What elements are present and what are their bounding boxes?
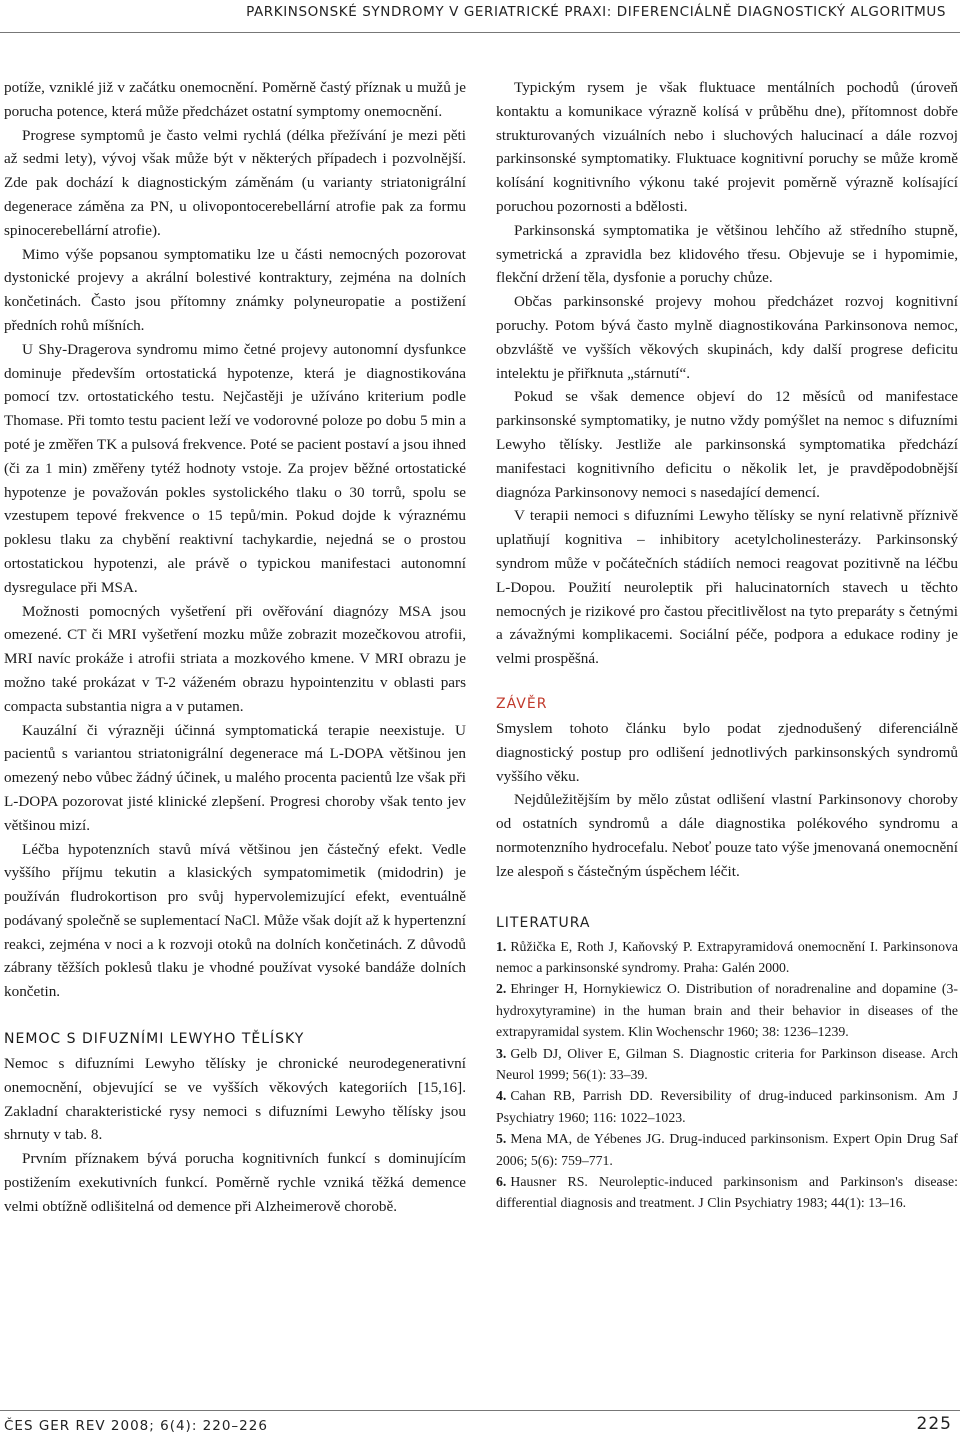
reference-item — [496, 936, 958, 979]
paragraph: U Shy-Dragerova syndromu mimo četné projevy autonomní dysfunkce dominuje především ortostatická hypotenze, která je diagnostikována pomocí tzv. ortostatického testu. Nejčastěji je užíváno kriterium podle Thomase. Při tomto testu pacient leží ve vodorovné poloze po dobu 5 min a poté je změřen TK a pulsová frekvence. Poté se pacient postaví a jsou ihned (či za 1 min) změřeny tytéž hodnoty vstoje. Za projev běžné ortostatické hypotenze je považován pokles systolického tlaku o 30 torrů, spolu se vzestupem tepové frekvence o 15 tepů/min. Pokud dojde k výraznému poklesu tlaku za chybění reaktivní tachykardie, nejedná se o prostou ortostatickou hypotenzi, ale právě o typickou manifestaci autonomní dysregulace při MSA. — [4, 340, 466, 596]
reference-text: Hausner RS. Neuroleptic-induced parkinsonism and Parkinson's disease: differential diagnosis and treatment. J Clin Psychiatry 1983; 44(1): 13–16. — [496, 1173, 958, 1211]
reference-number: 3. — [496, 1045, 507, 1061]
reference-text: Cahan RB, Parrish DD. Reversibility of drug-induced parkinsonism. Am J Psychiatry 1960; 116: 1022–1023. — [496, 1088, 958, 1125]
reference-number: 5. — [496, 1131, 507, 1147]
paragraph: Mimo výše popsanou symptomatiku lze u části nemocných pozorovat dystonické projevy a akrální bolestivé kontraktury, zejména na dolních končetinách. Často jsou přítomny známky polyneuropatie a postižení předních rohů míšních. — [4, 245, 466, 334]
paragraph: Kauzální či výrazněji účinná symptomatická terapie neexistuje. U pacientů s variantou striatonigrální degenerace má L-DOPA většinou jen omezený nebo vůbec žádný účinek, u malého procenta pacientů lze však při L-DOPA pozorovat jisté klinické zlepšení. Progresi choroby však tento jev většinou mizí. — [4, 721, 466, 834]
reference-item — [496, 1128, 958, 1171]
reference-item — [496, 1171, 958, 1214]
paragraph: Občas parkinsonské projevy mohou předcházet rozvoj kognitivní poruchy. Potom bývá často mylně diagnostikována Parkinsonova nemoc, obzvláště ve vyšších věkových skupinách, kdy další progrese deficitu intelektu je přiřknuta „stárnutí“. — [496, 293, 958, 382]
section-heading-conclusion: ZÁVĚR — [496, 695, 548, 712]
right-column — [496, 76, 958, 1214]
paragraph: Progrese symptomů je často velmi rychlá (délka přežívání je mezi pěti až sedmi lety), vývoj však může být v některých případech i pozvolnější. Zde pak dochází k diagnostickým záměnám (u varianty striatonigrální degenerace záměna za PN, u olivopontocerebellární atrofie pak za formu spinocerebellární atrofie). — [4, 126, 466, 239]
paragraph: Léčba hypotenzních stavů mívá většinou jen částečný efekt. Vedle vyššího příjmu tekutin a klasických sympatomimetik (midodrin) je používán fludrokortison pro svůj hypervolemizující efekt, eventuálně podávaný společně se suplementací NaCl. Může však dojít až k hypertenzní reakci, zejména v noci a k rozvoji otoků na dolních končetinách. Z důvodů zábrany těžších poklesů tlaku je vhodné používat vysoké bandáže dolních končetin. — [4, 840, 466, 1001]
paragraph: Parkinsonská symptomatika je většinou lehčího až středního stupně, symetrická a zpravidla bez klidového třesu. Objevuje se i hypomimie, flekční držení těla, dysfonie a poruchy chůze. — [496, 221, 958, 287]
paragraph: Nejdůležitějším by mělo zůstat odlišení vlastní Parkinsonovy choroby od ostatních syndromů a dále diagnostika polékového syndromu a normotenzního hydrocefalu. Neboť pouze tato výše jmenovaná onemocnění lze alespoň s částečným úspěchem léčit. — [496, 791, 958, 880]
reference-number: 1. — [496, 938, 507, 954]
section-heading-lewy-body: NEMOC S DIFUZNÍMI LEWYHO TĚLÍSKY — [4, 1031, 305, 1048]
paragraph: V terapii nemoci s difuzními Lewyho tělísky se nyní relativně příznivě uplatňují kognitiva – inhibitory acetylcholinesterázy. Parkinsonský syndrom může v počátečních stádiích nemoci reagovat pozitivně na léčbu L-Dopou. Použití neuroleptik při halucinatorních stavech u těchto nemocných je rizikové pro častou přecitlivělost na tyto preparáty s četnými a závažnými komplikacemi. Sociální péče, podpora a edukace rodiny je velmi prospěšná. — [496, 507, 958, 668]
reference-text: Mena MA, de Yébenes JG. Drug-induced parkinsonism. Expert Opin Drug Saf 2006; 5(6): 759–771. — [496, 1131, 958, 1168]
paragraph: Smyslem tohoto článku bylo podat zjednodušený diferenciálně diagnostický postup pro odlišení jednotlivých parkinsonských syndromů vyššího věku. — [496, 719, 958, 785]
reference-item — [496, 1085, 958, 1128]
paragraph: Nemoc s difuzními Lewyho tělísky je chronické neurodegenerativní onemocnění, objevující se ve vyšších věkových kategoriích [15,16]. Zakladní charakteristické rysy nemoci s difuzními Lewyho tělísky jsou shrnuty v tab. 8. — [4, 1055, 466, 1144]
paragraph: potíže, vzniklé již v začátku onemocnění. Poměrně častý příznak u mužů je porucha potence, která může předcházet ostatní symptomy onemocnění. — [4, 79, 466, 120]
reference-item — [496, 1043, 958, 1086]
paragraph: Pokud se však demence objeví do 12 měsíců od manifestace parkinsonské symptomatiky, je nutno vždy pomýšlet na nemoc s difuzními Lewyho tělísky. Jestliže ale parkinsonská symptomatika předchází manifestaci kognitivního deficitu o několik let, je pravděpodobnější diagnóza Parkinsonovy nemoci s nasedající demencí. — [496, 388, 958, 501]
footer-divider — [0, 1410, 960, 1411]
reference-number: 6. — [496, 1173, 507, 1189]
paragraph: Typickým rysem je však fluktuace mentálních pochodů (úroveň kontaktu a komunikace výrazně kolísá v průběhu dne), přítomnost dobře strukturovaných vizuálních nebo i sluchových halucinací a dále rozvoj parkinsonské symptomatiky. Fluktuace kognitivní poruchy se může kromě kolísání kognitivního výkonu také projevit poměrně výrazně kolísající poruchou pozornosti a bdělosti. — [496, 79, 958, 215]
section-heading-references: LITERATURA — [496, 914, 591, 931]
header-divider — [0, 32, 960, 33]
reference-text: Ehringer H, Hornykiewicz O. Distribution of noradrenaline and dopamine (3-hydroxytyramine) in the human brain and their behavior in diseases of the extrapyramidal system. Klin Wochenschr 1960; 38: 1236–1239. — [496, 981, 958, 1040]
page-number: 225 — [916, 1414, 952, 1434]
reference-list — [496, 936, 958, 1214]
journal-citation: ČES GER REV 2008; 6(4): 220–226 — [4, 1418, 268, 1434]
reference-text: Gelb DJ, Oliver E, Gilman S. Diagnostic criteria for Parkinson disease. Arch Neurol 1999; 56(1): 33–39. — [496, 1045, 958, 1082]
reference-item — [496, 978, 958, 1042]
running-header: PARKINSONSKÉ SYNDROMY V GERIATRICKÉ PRAXI: DIFERENCIÁLNĚ DIAGNOSTICKÝ ALGORITMUS — [246, 4, 946, 20]
paragraph: Možnosti pomocných vyšetření při ověřování diagnózy MSA jsou omezené. CT či MRI vyšetření mozku může zobrazit mozečkovou atrofii, MRI navíc prokáže i atrofii striata a mozkového kmene. V MRI obrazu je možno také prokázat v T-2 váženém obrazu hypointenzitu v oblasti pars compacta substantia nigra a v putamen. — [4, 602, 466, 715]
left-column — [4, 76, 466, 1219]
reference-number: 2. — [496, 981, 507, 997]
reference-number: 4. — [496, 1088, 507, 1104]
reference-text: Růžička E, Roth J, Kaňovský P. Extrapyramidová onemocnění I. Parkinsonova nemoc a parkinsonské syndromy. Praha: Galén 2000. — [496, 938, 958, 975]
paragraph: Prvním příznakem bývá porucha kognitivních funkcí s dominujícím postižením exekutivních funkcí. Poměrně rychle vzniká těžká demence velmi obtížně odlišitelná od demence při Alzheimerově chorobě. — [4, 1150, 466, 1215]
